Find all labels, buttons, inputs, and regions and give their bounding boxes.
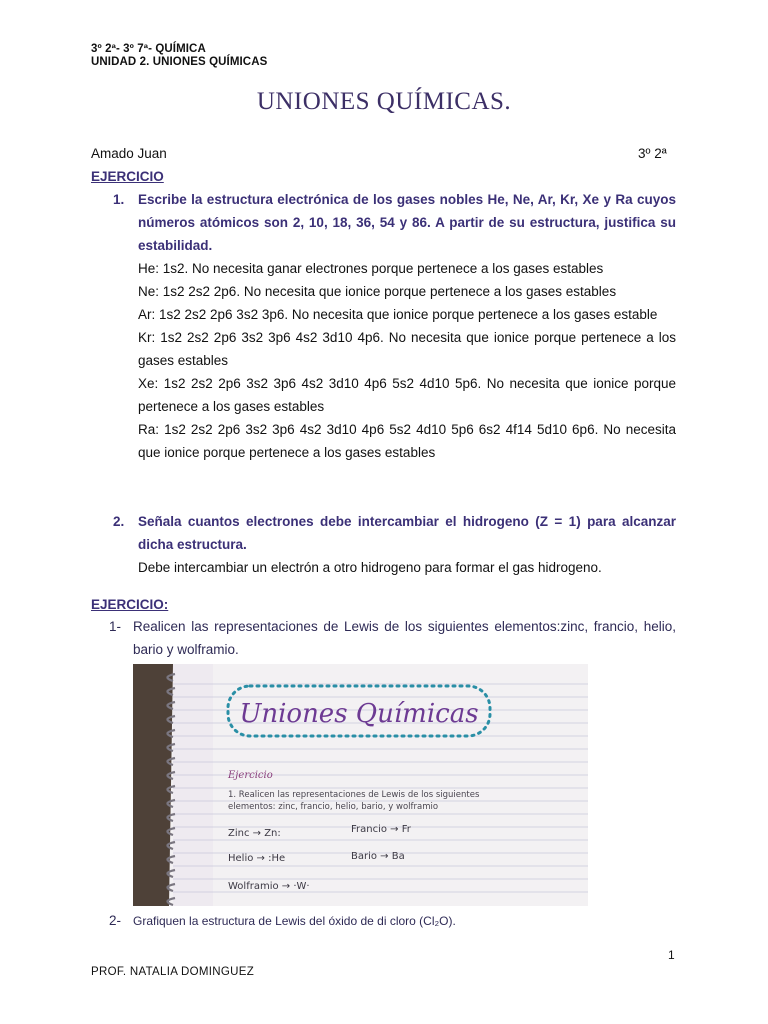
answer-ne: Ne: 1s2 2s2 2p6. No necesita que ionice porque pertenece a los gases estables bbox=[138, 284, 617, 299]
notebook-photo-graphic bbox=[133, 664, 588, 906]
student-course: 3º 2ª bbox=[638, 146, 667, 161]
answer-xe: Xe: 1s2 2s2 2p6 3s2 3p6 4s2 3d10 4p6 5s2 4d10 5p6. No necesita que ionice porque pertenece a los gases estables bbox=[138, 376, 676, 414]
exercise-2-q2-number: 2- bbox=[109, 913, 122, 928]
exercise-2-q2-text: Grafiquen la estructura de Lewis del óxido de di cloro (Cl₂O). bbox=[133, 914, 456, 928]
photo-helio: Helio → :He bbox=[228, 853, 286, 864]
photo-line-2: elementos: zinc, francio, helio, bario, y wolframio bbox=[228, 802, 439, 812]
question-2-text: Señala cuantos electrones debe intercambiar el hidrogeno (Z = 1) para alcanzar dicha estructura. bbox=[138, 514, 676, 552]
question-2 bbox=[91, 510, 676, 579]
answer-kr: Kr: 1s2 2s2 2p6 3s2 3p6 4s2 3d10 4p6. No necesita que ionice porque pertenece a los gases estables bbox=[138, 330, 676, 368]
footer-author: PROF. NATALIA DOMINGUEZ bbox=[91, 966, 255, 978]
question-2-number: 2. bbox=[113, 514, 125, 529]
photo-bario: Bario → Ba bbox=[351, 851, 405, 862]
exercise-2-q1-text: Realicen las representaciones de Lewis de los siguientes elementos:zinc, francio, helio, bario y wolframio. bbox=[133, 619, 676, 657]
photo-title: Uniones Químicas bbox=[239, 699, 479, 729]
page-title: UNIONES QUÍMICAS. bbox=[256, 88, 512, 115]
photo-line-1: 1. Realicen las representaciones de Lewis de los siguientes bbox=[228, 790, 480, 800]
question-1 bbox=[91, 188, 676, 464]
student-name: Amado Juan bbox=[91, 146, 167, 161]
exercise-2-q1-number: 1- bbox=[109, 619, 122, 634]
answer-he: He: 1s2. No necesita ganar electrones porque pertenece a los gases estables bbox=[138, 261, 604, 276]
notebook-photo bbox=[133, 664, 588, 906]
answer-ra: Ra: 1s2 2s2 2p6 3s2 3p6 4s2 3d10 4p6 5s2 4d10 5p6 6s2 4f14 5d10 6p6. No necesita que ionice porque pertenece a los gases estables bbox=[138, 422, 676, 460]
photo-francio: Francio → Fr bbox=[351, 824, 411, 835]
exercise-heading-2: EJERCICIO: bbox=[91, 597, 169, 612]
photo-subtitle: Ejercicio bbox=[228, 770, 273, 781]
header-subject: 3º 2ª- 3º 7ª- QUÍMICA bbox=[91, 43, 206, 55]
photo-zinc: Zinc → Zn: bbox=[228, 828, 281, 839]
question-1-text: Escribe la estructura electrónica de los gases nobles He, Ne, Ar, Kr, Xe y Ra cuyos números atómicos son 2, 10, 18, 36, 54 y 86. A partir de su estructura, justifica su estabilidad. bbox=[138, 192, 676, 253]
exercise-2-question-1 bbox=[91, 615, 676, 661]
header-unit: UNIDAD 2. UNIONES QUÍMICAS bbox=[91, 56, 268, 68]
photo-wolframio: Wolframio → ·W· bbox=[228, 881, 310, 892]
page-number: 1 bbox=[668, 948, 675, 962]
question-1-number: 1. bbox=[113, 192, 125, 207]
answer-hydrogen: Debe intercambiar un electrón a otro hidrogeno para formar el gas hidrogeno. bbox=[138, 560, 602, 575]
exercise-heading-1: EJERCICIO bbox=[91, 169, 164, 184]
answer-ar: Ar: 1s2 2s2 2p6 3s2 3p6. No necesita que ionice porque pertenece a los gases estable bbox=[138, 307, 658, 322]
